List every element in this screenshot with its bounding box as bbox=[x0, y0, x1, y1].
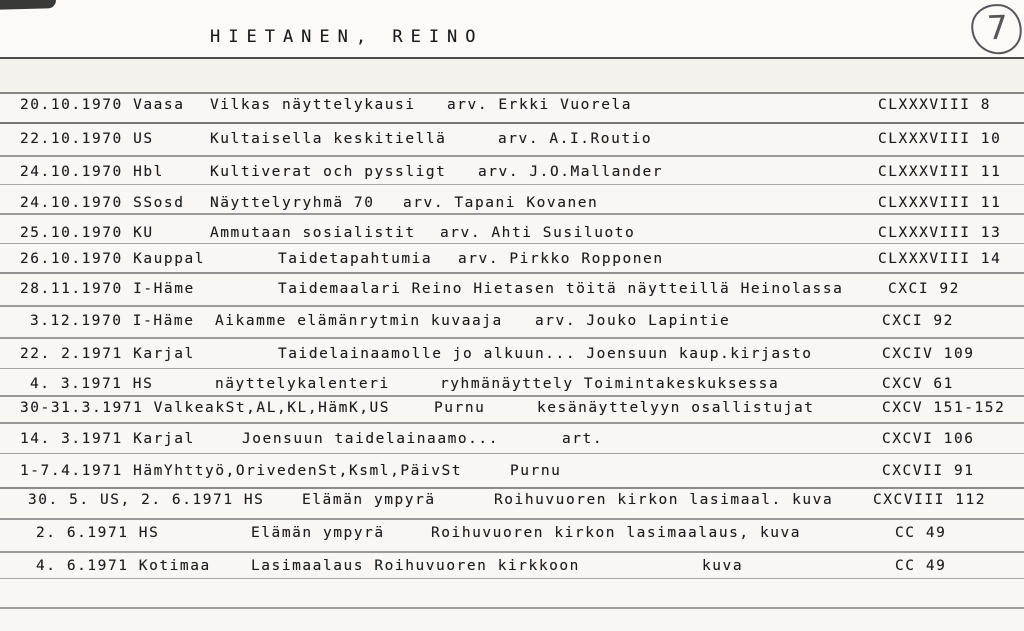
entry-row bbox=[0, 131, 1024, 149]
entry-ref: CXCV 151-152 bbox=[882, 400, 1006, 416]
entry-ref: CXCVI 106 bbox=[882, 431, 975, 447]
entry-cell: näyttelykalenteri bbox=[215, 376, 390, 392]
ruled-line bbox=[0, 305, 1024, 307]
entry-row bbox=[0, 558, 1024, 576]
entry-row bbox=[0, 97, 1024, 115]
page-title: HIETANEN, REINO bbox=[210, 27, 484, 47]
entry-ref: CXCV 61 bbox=[882, 376, 954, 392]
entry-ref: CLXXXVIII 11 bbox=[878, 195, 1002, 211]
entry-ref: CLXXXVIII 14 bbox=[878, 251, 1002, 267]
entry-cell: 25.10.1970 KU bbox=[20, 225, 154, 241]
entry-ref: CC 49 bbox=[895, 525, 947, 541]
entry-cell: Roihuvuoren kirkon lasimaalaus, kuva bbox=[431, 525, 802, 541]
scan-artifact bbox=[0, 0, 56, 10]
entry-cell: Kultaisella keskitiellä bbox=[210, 131, 447, 147]
entry-cell: Taidelainaamolle jo alkuun... Joensuun kaup.kirjasto bbox=[278, 346, 813, 362]
entry-ref: CXCVIII 112 bbox=[873, 492, 987, 508]
ruled-line bbox=[0, 453, 1024, 454]
entry-row bbox=[0, 492, 1024, 510]
entry-cell: 30. 5. US, 2. 6.1971 HS bbox=[28, 492, 265, 508]
ruled-line bbox=[0, 607, 1024, 609]
subheader-band bbox=[0, 57, 1024, 92]
entry-row bbox=[0, 164, 1024, 182]
entry-row bbox=[0, 376, 1024, 394]
entry-cell: kesänäyttelyyn osallistujat bbox=[537, 400, 815, 416]
ruled-line bbox=[0, 395, 1024, 397]
entry-ref: CXCVII 91 bbox=[882, 463, 975, 479]
entry-cell: 14. 3.1971 Karjal bbox=[20, 431, 195, 447]
entry-ref: CLXXXVIII 10 bbox=[878, 131, 1002, 147]
entry-cell: 28.11.1970 I-Häme bbox=[20, 281, 195, 297]
page-number-text: 7 bbox=[986, 7, 1009, 47]
entry-row bbox=[0, 431, 1024, 449]
entry-cell: Elämän ympyrä bbox=[302, 492, 436, 508]
entry-cell: Purnu bbox=[434, 400, 486, 416]
entry-ref: CLXXXVIII 8 bbox=[878, 97, 992, 113]
ruled-line bbox=[0, 368, 1024, 369]
entry-cell: Kultiverat och pyssligt bbox=[210, 164, 447, 180]
entry-ref: CLXXXVIII 13 bbox=[878, 225, 1002, 241]
entry-cell: Elämän ympyrä bbox=[251, 525, 385, 541]
entry-cell: arv. Pirkko Ropponen bbox=[458, 251, 664, 267]
entry-cell: 3.12.1970 I-Häme bbox=[30, 313, 195, 329]
entry-cell: Taidetapahtumia bbox=[278, 251, 433, 267]
ruled-line bbox=[0, 551, 1024, 553]
entry-ref: CXCI 92 bbox=[882, 313, 954, 329]
entry-cell: 24.10.1970 Hbl bbox=[20, 164, 164, 180]
entry-cell: arv. Tapani Kovanen bbox=[403, 195, 599, 211]
ruled-line bbox=[0, 518, 1024, 520]
entry-cell: Joensuun taidelainaamo... bbox=[242, 431, 499, 447]
entry-cell: 24.10.1970 SSosd bbox=[20, 195, 185, 211]
entry-cell: Näyttelyryhmä 70 bbox=[210, 195, 375, 211]
entry-cell: 22. 2.1971 Karjal bbox=[20, 346, 195, 362]
ruled-line bbox=[0, 57, 1024, 59]
entry-cell: 1-7.4.1971 HämYhttyö,OrivedenSt,Ksml,PäivSt bbox=[20, 463, 463, 479]
entry-ref: CC 49 bbox=[895, 558, 947, 574]
entry-ref: CLXXXVIII 11 bbox=[878, 164, 1002, 180]
entry-cell: arv. Ahti Susiluoto bbox=[440, 225, 636, 241]
ruled-line bbox=[0, 213, 1024, 215]
ruled-line bbox=[0, 122, 1024, 124]
entry-row bbox=[0, 400, 1024, 418]
ruled-line bbox=[0, 92, 1024, 94]
entry-ref: CXCIV 109 bbox=[882, 346, 975, 362]
entry-row bbox=[0, 251, 1024, 269]
entry-cell: arv. Jouko Lapintie bbox=[535, 313, 731, 329]
entry-cell: Lasimaalaus Roihuvuoren kirkkoon bbox=[251, 558, 580, 574]
ruled-line bbox=[0, 578, 1024, 579]
ruled-line bbox=[0, 272, 1024, 274]
entry-row bbox=[0, 463, 1024, 481]
entry-cell: Ammutaan sosialistit bbox=[210, 225, 416, 241]
ruled-line bbox=[0, 155, 1024, 157]
entry-cell: arv. J.O.Mallander bbox=[478, 164, 664, 180]
ruled-line bbox=[0, 487, 1024, 489]
entry-row bbox=[0, 346, 1024, 364]
entry-cell: Taidemaalari Reino Hietasen töitä näytteillä Heinolassa bbox=[278, 281, 844, 297]
entry-cell: 30-31.3.1971 ValkeakSt,AL,KL,HämK,US bbox=[20, 400, 391, 416]
entry-row bbox=[0, 225, 1024, 243]
entry-row bbox=[0, 313, 1024, 331]
entry-cell: 4. 6.1971 Kotimaa bbox=[36, 558, 211, 574]
entry-cell: 2. 6.1971 HS bbox=[36, 525, 160, 541]
ruled-line bbox=[0, 184, 1024, 185]
entry-row bbox=[0, 281, 1024, 299]
entry-ref: CXCI 92 bbox=[888, 281, 960, 297]
entry-cell: kuva bbox=[702, 558, 744, 574]
ruled-line bbox=[0, 422, 1024, 424]
entry-cell: 22.10.1970 US bbox=[20, 131, 154, 147]
entry-cell: Roihuvuoren kirkon lasimaal. kuva bbox=[494, 492, 834, 508]
entry-cell: ryhmänäyttely Toimintakeskuksessa bbox=[440, 376, 780, 392]
entry-cell: Purnu bbox=[510, 463, 562, 479]
entry-row bbox=[0, 195, 1024, 213]
entry-cell: Vilkas näyttelykausi bbox=[210, 97, 416, 113]
entry-row bbox=[0, 525, 1024, 543]
entry-cell: arv. Erkki Vuorela bbox=[447, 97, 633, 113]
entry-cell: arv. A.I.Routio bbox=[498, 131, 653, 147]
entry-cell: 4. 3.1971 HS bbox=[30, 376, 154, 392]
entry-cell: 20.10.1970 Vaasa bbox=[20, 97, 185, 113]
ruled-line bbox=[0, 243, 1024, 244]
entry-cell: 26.10.1970 Kauppal bbox=[20, 251, 206, 267]
ruled-line bbox=[0, 337, 1024, 339]
entry-cell: art. bbox=[562, 431, 604, 447]
header-band bbox=[0, 0, 1024, 57]
entry-cell: Aikamme elämänrytmin kuvaaja bbox=[215, 313, 503, 329]
